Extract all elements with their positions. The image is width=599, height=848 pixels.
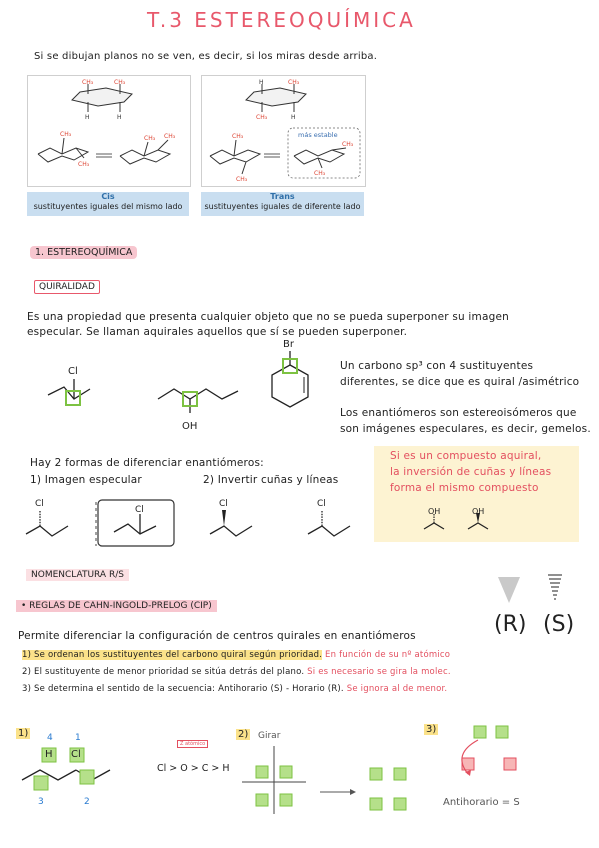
z-atomico-label: Z atómico [177,740,208,748]
section-heading-estereoquimica: 1. ESTEREOQUÍMICA [30,246,137,259]
svg-text:H: H [85,114,90,121]
rule-3 [22,684,447,694]
cis-caption [27,192,189,216]
priority-1-label: 1 [75,733,81,743]
oh-label-aq2: OH [472,507,485,516]
svg-text:CH₃: CH₃ [114,79,126,86]
trans-caption [201,192,364,216]
svg-text:H: H [259,79,264,86]
trans-caption-title: Trans [270,192,295,201]
svg-text:CH₃: CH₃ [144,135,156,142]
carbon-text-line-2: diferentes, se dice que es quiral /asimétrico [340,376,580,388]
svg-text:CH₃: CH₃ [236,176,248,183]
cl-label-e3: Cl [219,499,228,509]
oh-label-aq1: OH [428,507,441,516]
cl-atom-label: Cl [71,749,81,760]
rule-1-note: En función de su nº atómico [325,650,451,660]
cis-caption-text: sustituyentes iguales del mismo lado [33,202,183,211]
s-letter: S [551,612,566,637]
svg-text:CH₃: CH₃ [78,161,90,168]
br-label-c: Br [283,339,294,350]
cip-rules-heading: • REGLAS DE CAHN-INGOLD-PRELOG (CIP) [16,600,217,612]
trans-panel [201,75,366,187]
h-atom-label: H [45,749,53,760]
svg-text:CH₃: CH₃ [314,170,326,177]
cis-panel [27,75,191,187]
rule-2-text: 2) El sustituyente de menor prioridad se sitúa detrás del plano. [22,667,305,677]
svg-text:CH₃: CH₃ [60,131,72,138]
carbon-text-line-1: Un carbono sp³ con 4 sustituyentes [340,360,534,372]
r-symbol: (R) [494,612,527,637]
definition-line-1: Es una propiedad que presenta cualquier objeto que no se pueda superponer su imagen [27,311,509,323]
rule-3-text: 3) Se determina el sentido de la secuencia: Antihorario (S) - Horario (R). [22,684,344,694]
rule-2-note: Si es necesario se gira la molec. [307,667,451,677]
step-3-sequence-drawing [448,724,538,784]
note-line-1: Si es un compuesto aquiral, [390,450,542,462]
svg-text:CH₃: CH₃ [256,114,268,121]
rule-2 [22,667,451,677]
rule-1-text: 1) Se ordenan los sustituyentes del carbono quiral según prioridad. [22,650,323,660]
intro-text: Si se dibujan planos no se ven, es decir, si los miras desde arriba. [34,51,378,62]
rule-1 [22,650,450,660]
step-2-label: 2) [238,729,249,740]
forma-2-text: 2) Invertir cuñas y líneas [203,474,339,486]
s-symbol: (S) [543,612,575,637]
note-line-2: la inversión de cuñas y líneas [390,466,552,478]
priority-4-label: 4 [47,733,53,743]
svg-text:H: H [291,114,296,121]
trans-structure-drawing [202,76,365,186]
priority-order-text: Cl > O > C > H [157,763,230,774]
enantiomer-text-line-2: son imágenes especulares, es decir, gemelos. [340,423,591,435]
enantiomer-text-line-1: Los enantiómeros son estereoisómeros que [340,407,577,419]
nomenclatura-label: NOMENCLATURA R/S [26,569,129,581]
cl-label-e1: Cl [35,499,44,509]
trans-caption-text: sustituyentes iguales de diferente lado [204,202,361,211]
cl-label-a: Cl [68,366,78,377]
svg-text:CH₃: CH₃ [82,79,94,86]
priority-3-label: 3 [38,797,44,807]
step-2-rotation-drawing [240,740,420,820]
step-1-label: 1) [18,728,29,739]
girar-label: Girar [258,731,281,741]
cl-label-e4: Cl [317,499,326,509]
svg-text:H: H [117,114,122,121]
rule-3-note: Se ignora al de menor. [346,684,448,694]
svg-text:CH₃: CH₃ [164,133,176,140]
mas-estable-label: más estable [298,131,338,139]
cis-caption-title: Cis [101,192,115,201]
priority-2-label: 2 [84,797,90,807]
step-3-label: 3) [426,724,437,735]
definition-line-2: especular. Se llaman aquirales aquellos que sí se pueden superponer. [27,326,408,338]
formas-text: Hay 2 formas de diferenciar enantiómeros: [30,457,264,469]
svg-text:CH₃: CH₃ [288,79,300,86]
forma-1-text: 1) Imagen especular [30,474,142,486]
oh-label-b: OH [182,421,198,432]
svg-text:CH₃: CH₃ [342,141,354,148]
cis-structure-drawing [28,76,190,186]
antihorario-label: Antihorario = S [443,797,520,808]
permite-text: Permite diferenciar la configuración de centros quirales en enantiómeros [18,630,416,642]
page-title: T.3 ESTEREOQUÍMICA [147,8,416,32]
r-letter: R [502,612,518,637]
note-line-3: forma el mismo compuesto [390,482,539,494]
cl-label-e2: Cl [135,505,144,515]
svg-text:CH₃: CH₃ [232,133,244,140]
quiralidad-label: QUIRALIDAD [34,280,100,294]
